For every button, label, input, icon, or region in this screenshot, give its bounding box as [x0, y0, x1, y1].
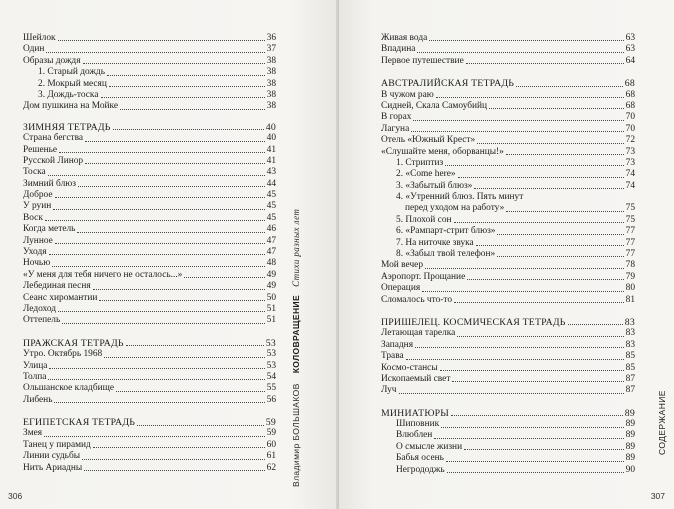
- toc-entry: «Слушайте меня, оборванцы!» 73: [381, 146, 635, 157]
- toc-entry: Страна бегства 40: [23, 133, 276, 144]
- toc-entry: Линии судьбы 61: [23, 451, 276, 462]
- toc-entry: Уходя 47: [23, 247, 276, 258]
- toc-entry: Живая вода 63: [381, 32, 635, 43]
- toc-entry: Операция 80: [381, 283, 635, 294]
- toc-subentry: 3. Дождь-тоска 38: [38, 89, 276, 100]
- toc-entry: Утро. Октябрь 1968 53: [23, 349, 276, 360]
- toc-entry: В чужом раю 68: [381, 89, 635, 100]
- toc-subentry: Влюблен 89: [396, 430, 635, 441]
- toc-section-heading: ЗИМНЯЯ ТЕТРАДЬ 40: [23, 121, 276, 133]
- toc-entry: Образы дождя 38: [23, 55, 276, 66]
- toc-section-heading: ПРИШЕЛЕЦ. КОСМИЧЕСКАЯ ТЕТРАДЬ 83: [381, 316, 635, 328]
- toc-subentry: О смысле жизни 89: [396, 441, 635, 452]
- left-page-number: 306: [8, 491, 23, 501]
- toc-entry: Ольшанское кладбище 55: [23, 383, 276, 394]
- toc-subentry: 1. Старый дождь 38: [38, 67, 276, 78]
- toc-entry: Лебединая песня 49: [23, 281, 276, 292]
- toc-entry: У руин 45: [23, 201, 276, 212]
- toc-section-heading: ЕГИПЕТСКАЯ ТЕТРАДЬ 59: [23, 417, 276, 429]
- toc-entry: Ледоход 51: [23, 303, 276, 314]
- toc-subentry: 3. «Забытый блюз» 74: [396, 180, 635, 191]
- toc-entry: Летающая тарелка 83: [381, 328, 635, 339]
- toc-entry: Лунное 47: [23, 235, 276, 246]
- toc-entry: Космо-стансы 85: [381, 362, 635, 373]
- right-page: [339, 0, 674, 509]
- toc-subentry: 8. «Забыл твой телефон» 77: [396, 249, 635, 260]
- toc-entry: Когда метель 46: [23, 224, 276, 235]
- toc-entry: Дом пушкина на Мойке 38: [23, 101, 276, 112]
- toc-entry: Мой вечер 78: [381, 260, 635, 271]
- toc-entry: Воск 45: [23, 212, 276, 223]
- toc-entry: Ночью 48: [23, 258, 276, 269]
- toc-entry: Аэропорт. Прощание 79: [381, 271, 635, 282]
- toc-subentry: Негрододжь 90: [396, 464, 635, 475]
- toc-entry: Танец у пирамид 60: [23, 439, 276, 450]
- toc-entry: Толпа 54: [23, 371, 276, 382]
- toc-entry: Либень 56: [23, 394, 276, 405]
- right-toc: [381, 33, 635, 476]
- toc-entry: Тоска 43: [23, 167, 276, 178]
- toc-entry: Русской Линор 41: [23, 155, 276, 166]
- toc-subentry: 1. Стриптиз 73: [396, 157, 635, 168]
- toc-subentry: 7. На ниточке звука 77: [396, 237, 635, 248]
- toc-entry: Луч 87: [381, 385, 635, 396]
- right-page-number: 307: [650, 491, 665, 501]
- toc-subentry: 6. «Рампарт-стрит блюз» 77: [396, 226, 635, 237]
- toc-section-heading: ПРАЖСКАЯ ТЕТРАДЬ 53: [23, 337, 276, 349]
- running-head-author: Владимир БОЛЬШАКОВ: [291, 383, 301, 487]
- toc-entry: Один 37: [23, 44, 276, 55]
- toc-entry: Ископаемый свет 87: [381, 373, 635, 384]
- toc-section-heading: АВСТРАЛИЙСКАЯ ТЕТРАДЬ 68: [381, 78, 635, 90]
- toc-entry: «У меня для тебя ничего не осталось...» 49: [23, 269, 276, 280]
- toc-entry: Оттепель 51: [23, 315, 276, 326]
- toc-entry: Зимний блюз 44: [23, 178, 276, 189]
- running-head-title: КОЛОВРАЩЕНИЕ: [291, 294, 301, 374]
- toc-subentry: 2. «Come here» 74: [396, 169, 635, 180]
- toc-section-heading: МИНИАТЮРЫ 89: [381, 407, 635, 419]
- toc-entry: Сломалось что-то 81: [381, 294, 635, 305]
- running-head-contents: СОДЕРЖАНИЕ: [657, 390, 667, 455]
- toc-entry: Шейлок 36: [23, 32, 276, 43]
- toc-entry: Сидней, Скала Самоубийц 68: [381, 100, 635, 111]
- toc-entry: Первое путешествие 64: [381, 55, 635, 66]
- toc-subentry: 4. «Утренний блюз. Пять минут: [396, 192, 524, 203]
- toc-entry: Отель «Южный Крест» 72: [381, 135, 635, 146]
- toc-subentry: 2. Мокрый месяц 38: [38, 78, 276, 89]
- toc-entry: Лагуна 70: [381, 123, 635, 134]
- toc-entry: Доброе 45: [23, 190, 276, 201]
- left-running-head: [287, 27, 301, 487]
- toc-entry: В горах 70: [381, 112, 635, 123]
- toc-entry: Нить Ариадны 62: [23, 462, 276, 473]
- toc-subentry: 5. Плохой сон 75: [396, 214, 635, 225]
- toc-entry: Трава 85: [381, 351, 635, 362]
- toc-subentry: Шиповник 89: [396, 419, 635, 430]
- running-head-subtitle: Стихи разных лет: [291, 208, 301, 287]
- toc-entry: Змея 59: [23, 428, 276, 439]
- toc-subentry-continuation: перед уходом на работу» 75: [405, 203, 635, 214]
- left-toc: [23, 33, 276, 474]
- toc-entry: Сеанс хиромантии 50: [23, 292, 276, 303]
- toc-entry: Улица 53: [23, 360, 276, 371]
- right-running-head: [653, 315, 667, 455]
- toc-entry: Решенье 41: [23, 144, 276, 155]
- toc-entry: Впадина 63: [381, 44, 635, 55]
- toc-entry: Западня 83: [381, 339, 635, 350]
- toc-subentry: Бабья осень 89: [396, 453, 635, 464]
